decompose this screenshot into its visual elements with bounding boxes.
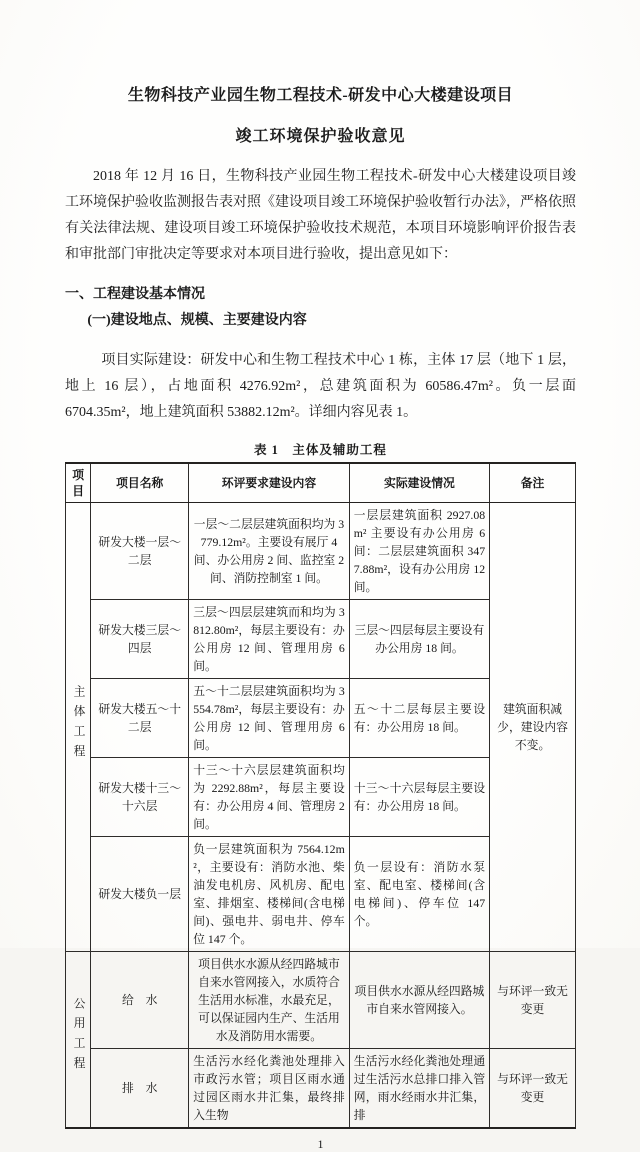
cell-actual-basement1: 负一层设有：消防水泵室、配电室、楼梯间(含电梯间)、停车位 147 个。 (349, 837, 489, 952)
header-actual-status: 实际建设情况 (349, 463, 489, 503)
group-label-main-works-text: 主体工程 (72, 684, 86, 765)
cell-name-drainage: 排 水 (91, 1049, 189, 1129)
cell-note-water-supply: 与环评一致无变更 (490, 952, 576, 1049)
cell-eia-floor1-2: 一层～二层层建筑面积均为 3779.12m²。主要设有展厅 4 间、办公用房 2 间、监控室 2 间、消防控制室 1 间。 (189, 503, 350, 600)
header-eia-content: 环评要求建设内容 (189, 463, 350, 503)
table-header-row (66, 463, 576, 503)
document-title: 生物科技产业园生物工程技术-研发中心大楼建设项目 (127, 87, 514, 104)
cell-name-floor13-16: 研发大楼十三～十六层 (91, 758, 189, 837)
page-content (65, 0, 576, 1152)
cell-eia-floor13-16: 十三～十六层层建筑面积均为 2292.88m²，每层主要设有：办公用房 4 间、管理房 2 间。 (189, 758, 350, 837)
document-subtitle: 竣工环境保护验收意见 (235, 128, 406, 145)
table-row-drainage (66, 1049, 576, 1129)
section-heading: 一、工程建设基本情况 (65, 287, 205, 302)
cell-eia-floor5-12: 五～十二层层建筑面积均为 3554.78m²，每层主要设有：办公用房 12 间、管理用房 6 间。 (189, 679, 350, 758)
cell-eia-drainage: 生活污水经化粪池处理排入市政污水管；项目区雨水通过园区雨水井汇集，最终排入生物 (189, 1049, 350, 1129)
cell-name-floor3-4: 研发大楼三层～四层 (91, 600, 189, 679)
cell-actual-floor3-4: 三层～四层每层主要设有办公用房 18 间。 (349, 600, 489, 679)
table-row-water-supply (66, 952, 576, 1049)
group-label-main-works (66, 503, 91, 952)
subsection-heading: (一)建设地点、规模、主要建设内容 (87, 313, 307, 328)
project-summary-paragraph: 项目实际建设：研发中心和生物工程技术中心 1 栋，主体 17 层（地下 1 层，地上 16 层），占地面积 4276.92m²，总建筑面积为 60586.47m²。负一层面 6704.35m²，地上建筑面积 53882.12m²。详细内容见表 1。 (65, 353, 576, 420)
intro-paragraph: 2018 年 12 月 16 日，生物科技产业园生物工程技术-研发中心大楼建设项目竣工环境保护验收监测报告表对照《建设项目竣工环境保护验收暂行办法》，严格依照有关法律法规、建设项目竣工环境保护验收技术规范，本项目环境影响评价报告表和审批部门审批决定等要求对本项目进行验收，提出意见如下： (65, 169, 576, 262)
table-caption: 表 1 主体及辅助工程 (254, 443, 387, 457)
cell-actual-floor5-12: 五～十二层每层主要设有：办公用房 18 间。 (349, 679, 489, 758)
group-label-public-works (66, 952, 91, 1129)
cell-eia-basement1: 负一层建筑面积为 7564.12m²，主要设有：消防水池、柴油发电机房、风机房、配电室、排烟室、楼梯间(含电梯间)、强电井、弱电井、停车位 147 个。 (189, 837, 350, 952)
cell-actual-floor13-16: 十三～十六层每层主要设有：办公用房 18 间。 (349, 758, 489, 837)
main-auxiliary-works-table (65, 462, 576, 1129)
page-number: 1 (317, 1137, 324, 1151)
header-name: 项目名称 (91, 463, 189, 503)
header-project: 项目 (66, 463, 91, 503)
cell-name-basement1: 研发大楼负一层 (91, 837, 189, 952)
cell-name-floor5-12: 研发大楼五～十二层 (91, 679, 189, 758)
header-note: 备注 (490, 463, 576, 503)
cell-name-floor1-2: 研发大楼一层～二层 (91, 503, 189, 600)
cell-note-drainage: 与环评一致无变更 (490, 1049, 576, 1129)
group-label-public-works-text: 公用工程 (72, 997, 86, 1077)
cell-eia-water-supply: 项目供水水源从经四路城市自来水管网接入，水质符合生活用水标准，水最充足，可以保证园内生产、生活用水及消防用水需要。 (189, 952, 350, 1049)
cell-actual-water-supply: 项目供水水源从经四路城市自来水管网接入。 (349, 952, 489, 1049)
cell-actual-floor1-2: 一层层建筑面积 2927.08m² 主要设有办公用房 6 间：二层层建筑面积 3477.88m²，设有办公用房 12 间。 (349, 503, 489, 600)
cell-actual-drainage: 生活污水经化粪池处理通过生活污水总排口排入管网，雨水经雨水井汇集，排 (349, 1049, 489, 1129)
table-row-floor1-2 (66, 503, 576, 600)
cell-name-water-supply: 给 水 (91, 952, 189, 1049)
cell-eia-floor3-4: 三层～四层层建筑而和均为 3812.80m²，每层主要设有：办公用房 12 间、管理用房 6 间。 (189, 600, 350, 679)
cell-note-main-works: 建筑面积减少，建设内容不变。 (490, 503, 576, 952)
